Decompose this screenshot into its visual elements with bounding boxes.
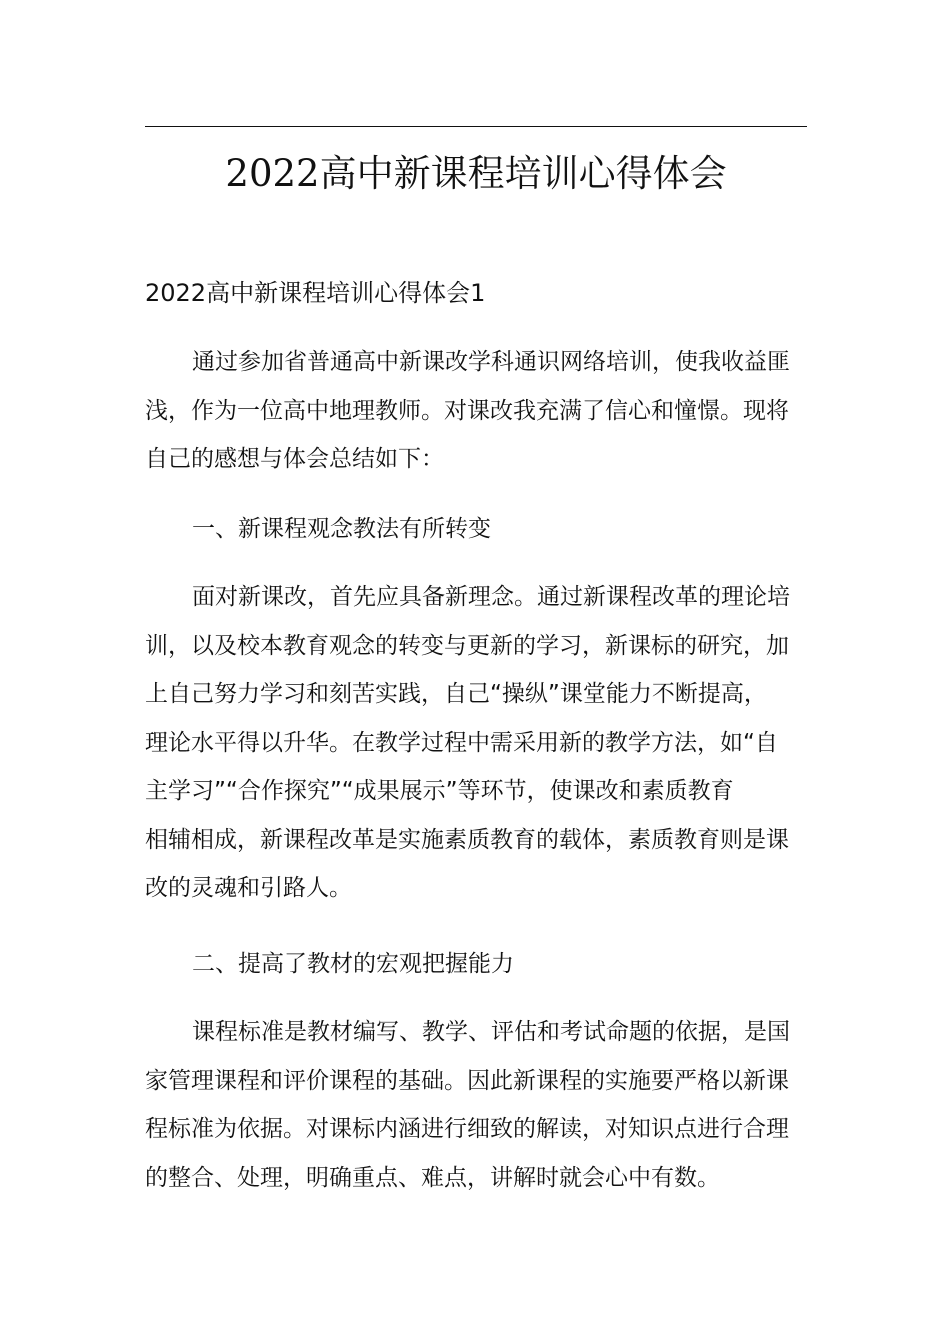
paragraph-concepts xyxy=(145,573,807,913)
document-title: 2022高中新课程培训心得体会 xyxy=(225,152,727,195)
paragraph-line: 的整合、处理，明确重点、难点，讲解时就会心中有数。 xyxy=(145,1164,720,1191)
heading-text: 二、提高了教材的宏观把握能力 xyxy=(192,951,514,977)
paragraph-line: 通过参加省普通高中新课改学科通识网络培训，使我收益匪 xyxy=(192,349,790,375)
paragraph-line: 浅，作为一位高中地理教师。对课改我充满了信心和憧憬。现将 xyxy=(145,397,789,424)
heading-two xyxy=(145,940,807,989)
paragraph-line: 程标准为依据。对课标内涵进行细致的解读，对知识点进行合理 xyxy=(145,1116,789,1142)
paragraph-standards xyxy=(145,1008,807,1202)
paragraph-line: 自己的感想与体会总结如下： xyxy=(145,446,444,472)
paragraph-line: 主学习”“合作探究”“成果展示”等环节，使课改和素质教育 xyxy=(145,778,734,804)
paragraph-line: 训，以及校本教育观念的转变与更新的学习，新课标的研究，加 xyxy=(145,632,789,659)
paragraph-line: 面对新课改，首先应具备新理念。通过新课程改革的理论培 xyxy=(192,584,790,610)
paragraph-line: 家管理课程和评价课程的基础。因此新课程的实施要严格以新课 xyxy=(145,1067,789,1094)
paragraph-line: 理论水平得以升华。在教学过程中需采用新的教学方法，如“自 xyxy=(145,729,778,756)
paragraph-intro xyxy=(145,338,807,484)
paragraph-line: 改的灵魂和引路人。 xyxy=(145,875,352,901)
paragraph-line: 课程标准是教材编写、教学、评估和考试命题的依据，是国 xyxy=(192,1019,790,1045)
paragraph-line: 相辅相成，新课程改革是实施素质教育的载体，素质教育则是课 xyxy=(145,826,789,853)
heading-text: 一、新课程观念教法有所转变 xyxy=(192,516,491,542)
section-title: 2022高中新课程培训心得体会1 xyxy=(145,279,486,307)
header-rule xyxy=(145,126,807,127)
paragraph-line: 上自己努力学习和刻苦实践，自己“操纵”课堂能力不断提高， xyxy=(145,681,767,707)
heading-one xyxy=(145,505,807,554)
